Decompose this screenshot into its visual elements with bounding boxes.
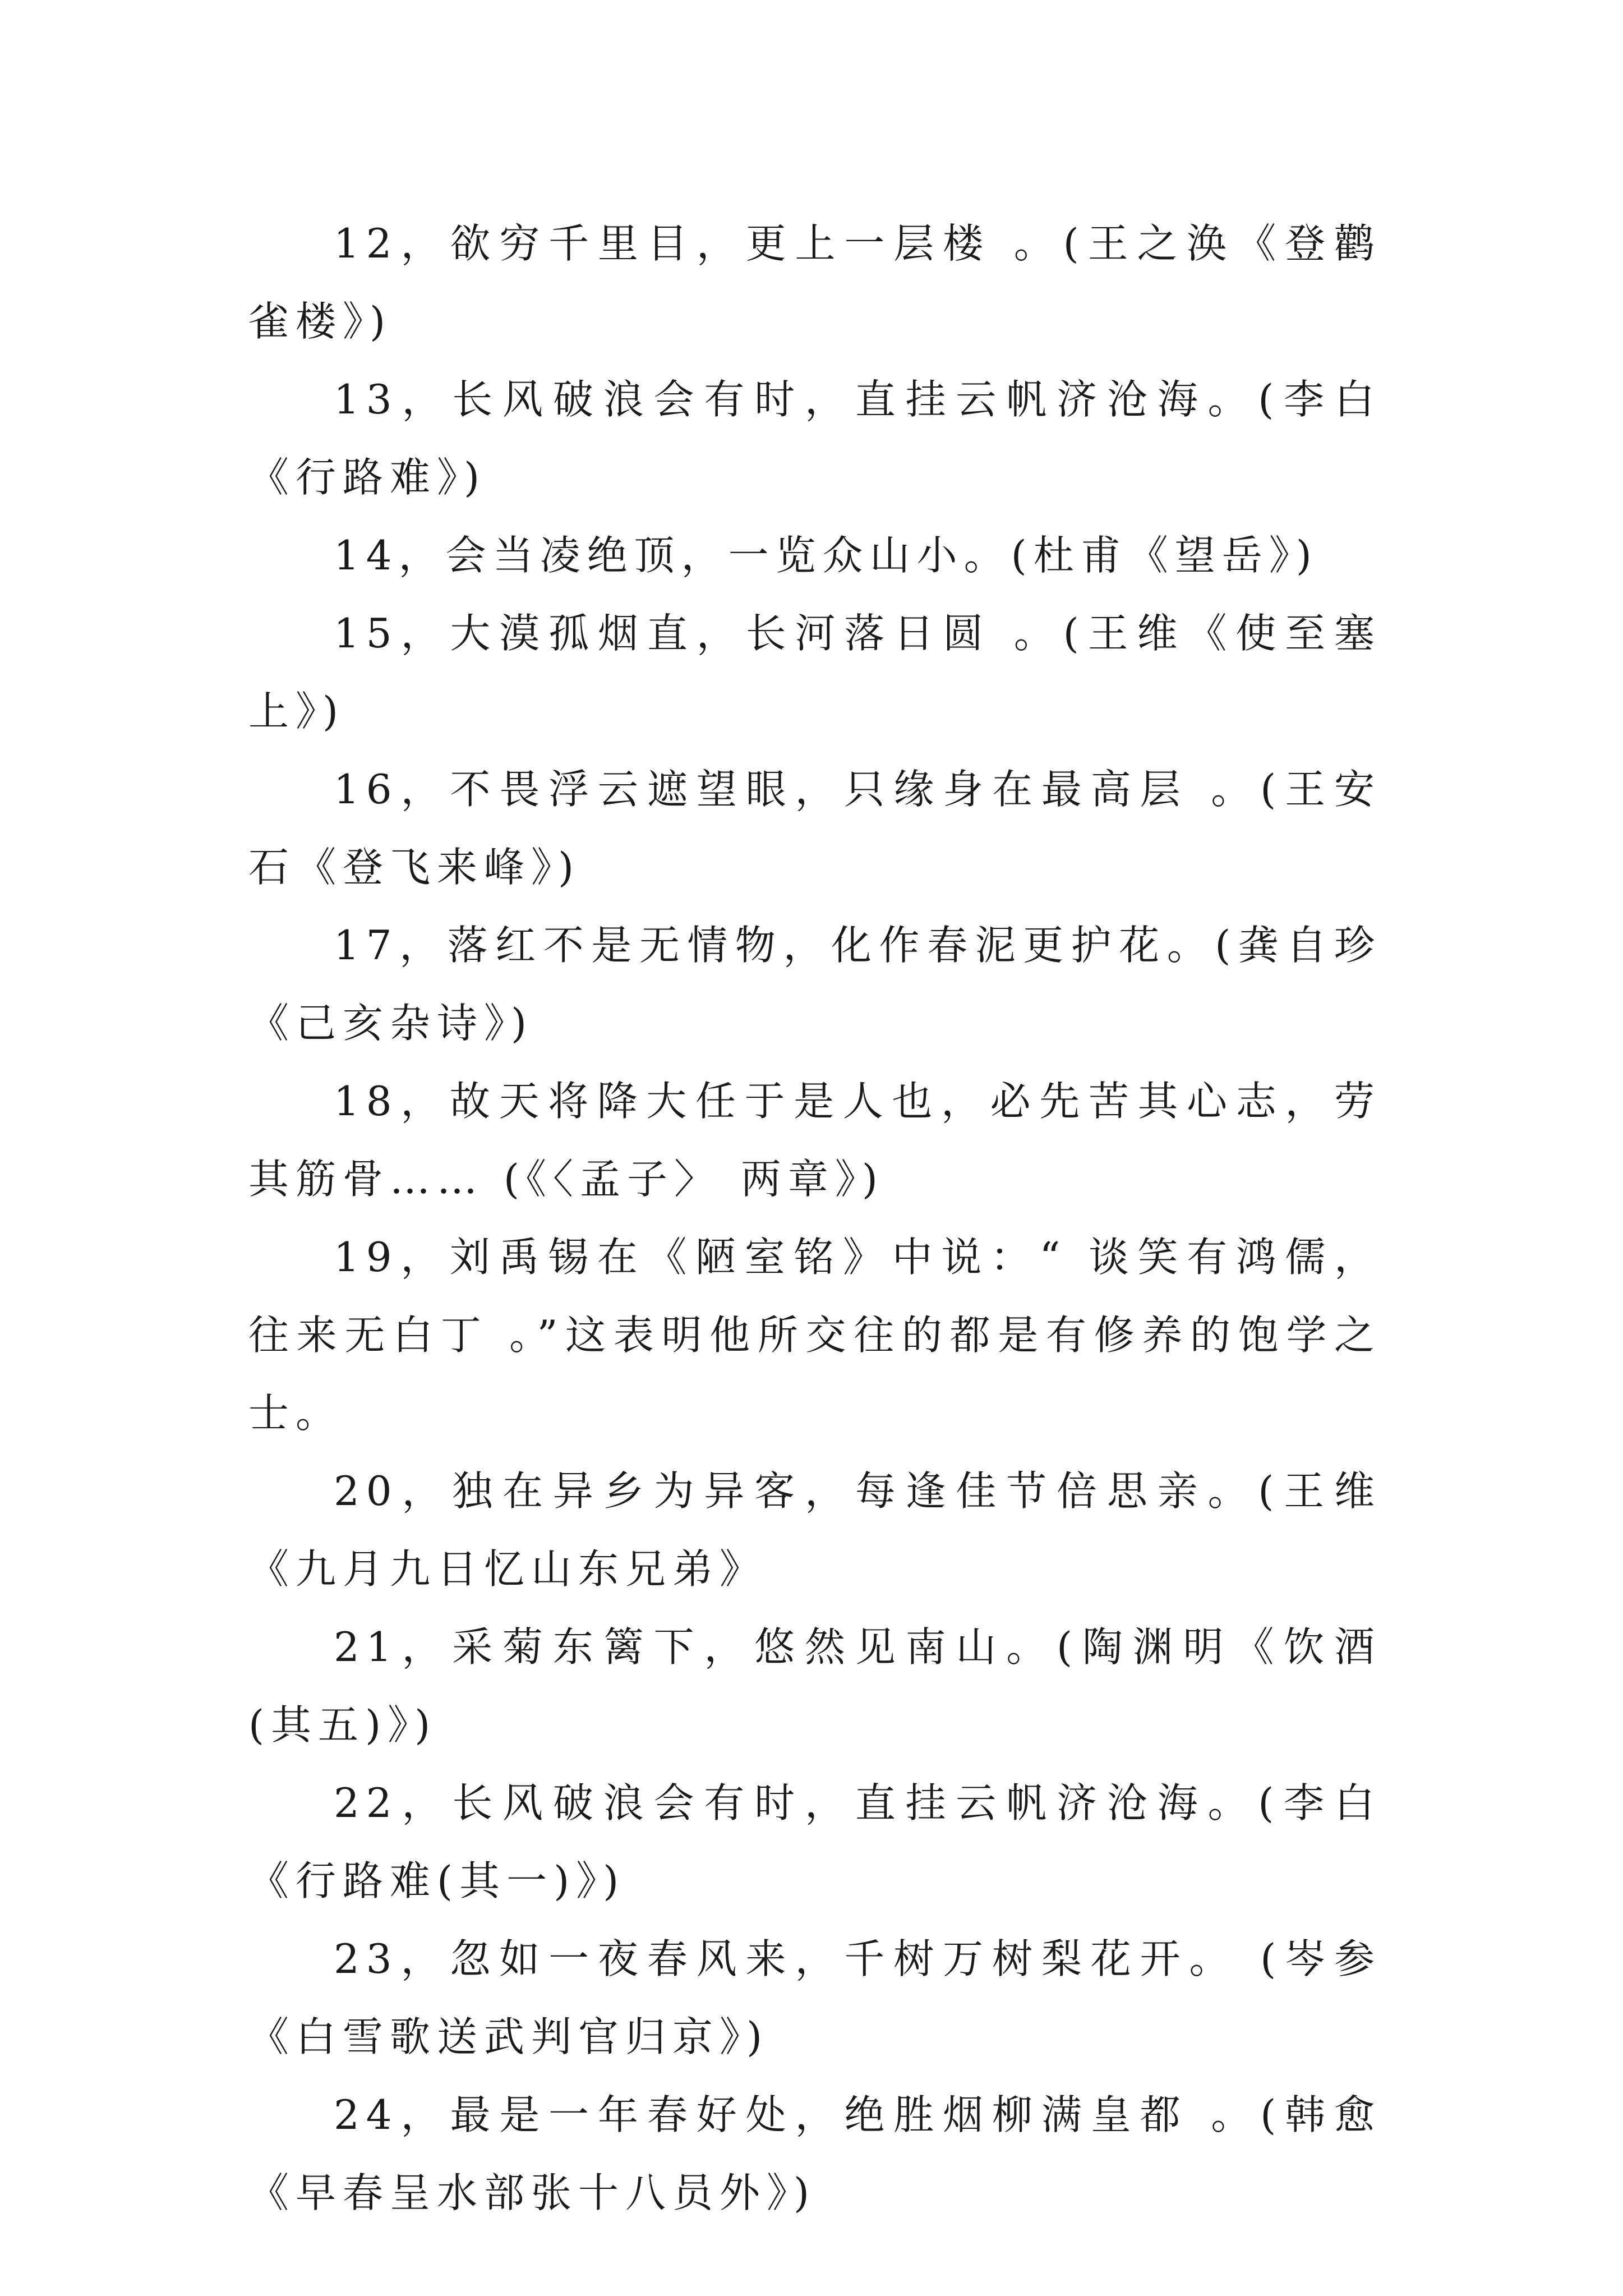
list-item: 13，长风破浪会有时，直挂云帆济沧海。(李白《行路难》) <box>248 376 1381 501</box>
list-item: 21，采菊东篱下，悠然见南山。(陶渊明《饮酒(其五)》) <box>248 1623 1381 1749</box>
poem-quote-list <box>248 205 1381 2232</box>
list-item: 14，会当凌绝顶，一览众山小。(杜甫《望岳》) <box>334 532 1318 579</box>
list-item: 20，独在异乡为异客，每逢佳节倍思亲。(王维《九月九日忆山东兄弟》 <box>248 1467 1381 1593</box>
list-item: 15，大漠孤烟直，长河落日圆 。(王维《使至塞上》) <box>248 610 1381 735</box>
list-item: 24，最是一年春好处，绝胜烟柳满皇都 。(韩愈《早春呈水部张十八员外》) <box>248 2091 1381 2216</box>
list-item: 18，故天将降大任于是人也，必先苦其心志，劳其筋骨…… (《〈孟子〉 两章》) <box>248 1078 1381 1203</box>
list-item: 22，长风破浪会有时，直挂云帆济沧海。(李白《行路难(其一)》) <box>248 1779 1381 1904</box>
list-item: 12，欲穷千里目，更上一层楼 。(王之涣《登鹳雀楼》) <box>248 220 1381 345</box>
list-item: 19，刘禹锡在《陋室铭》中说：“ 谈笑有鸿儒，往来无白丁 。”这表明他所交往的都是有修养的饱学之士。 <box>248 1234 1381 1437</box>
list-item: 16，不畏浮云遮望眼，只缘身在最高层 。(王安石《登飞来峰》) <box>248 766 1381 891</box>
list-item: 23，忽如一夜春风来，千树万树梨花开。 (岑参《白雪歌送武判官归京》) <box>248 1935 1381 2060</box>
list-item: 17，落红不是无情物，化作春泥更护花。(龚自珍《己亥杂诗》) <box>248 922 1381 1047</box>
